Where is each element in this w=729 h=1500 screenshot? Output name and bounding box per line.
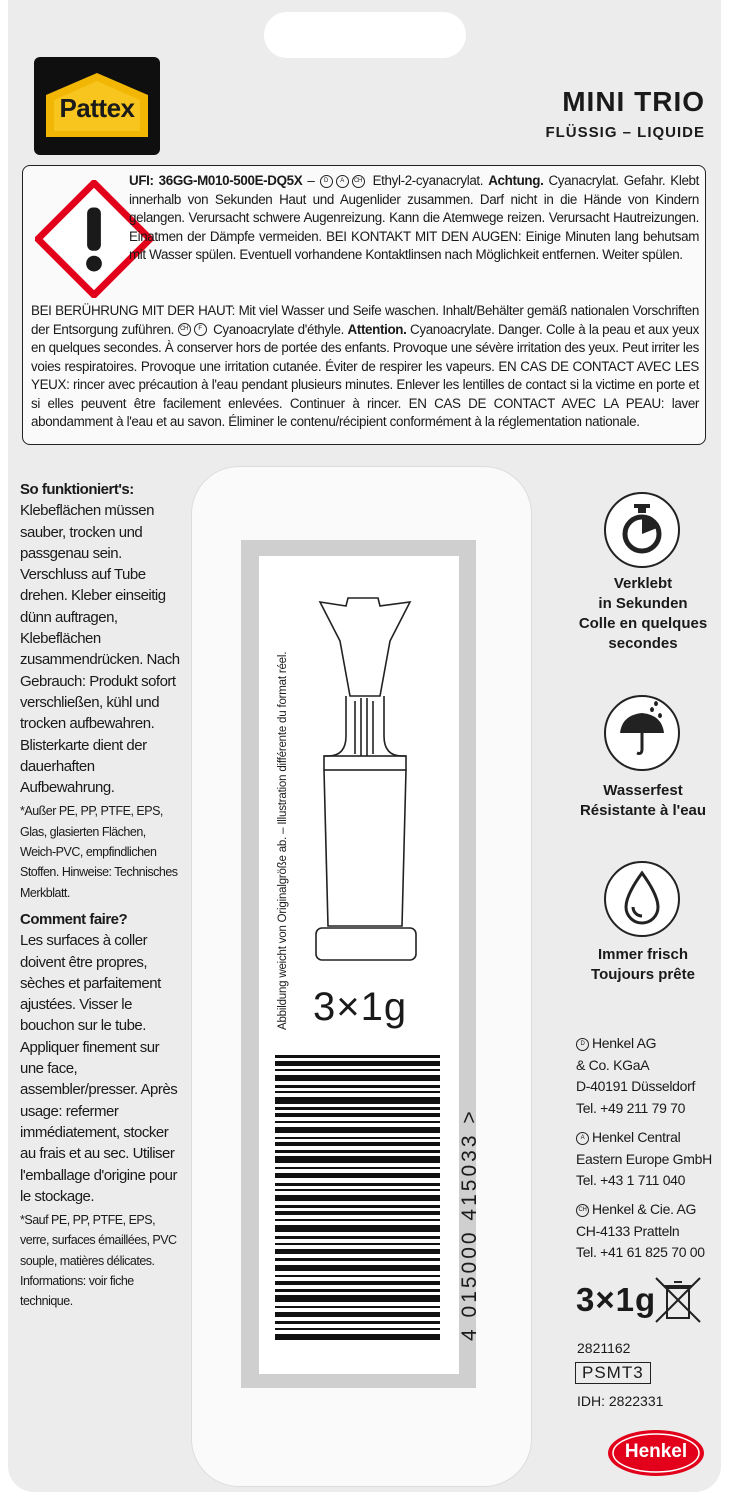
article-number: 2821162	[577, 1340, 631, 1356]
hang-hole	[264, 12, 466, 58]
warning-de-skin-heading: BEI BERÜHRUNG MIT DER HAUT:	[31, 303, 236, 318]
feature-water-line1: Wasserfest	[603, 782, 683, 799]
stopwatch-icon	[602, 490, 682, 570]
glue-tube-illustration	[310, 596, 420, 968]
warning-text-top: UFI: 36GG-M010-500E-DQ5X – D A CH Ethyl-2-cyanacrylat. Achtung. Cyanacrylat. Gefahr. Klebt innerhalb von Sekunden Haut und Augenlider zusammen. Darf nicht in die Hände von Kindern gelangen. Verursacht schwere Augenreizung. Kann die Atemwege reizen. Verursacht Hautreizungen. Einatmen der Dämpfe vermeiden. BEI KONTAKT MIT DEN AUGEN: Einige Minuten lang behutsam mit Wasser spülen. Eventuell vorhandene Kontaktlinsen nach Möglichkeit entfernen. Weiter spülen.	[129, 173, 700, 262]
feature-fresh-line2: Toujours prête	[591, 966, 695, 983]
address-ch-line1: Henkel & Cie. AG	[592, 1201, 697, 1217]
warning-fr-skin: laver abondamment à l'eau et au savon. Éliminer le contenu/récipient conformément à la réglementation nationale.	[31, 395, 700, 429]
logo-text: Pattex	[59, 93, 135, 123]
address-mark-ch: CH	[576, 1204, 589, 1217]
lang-mark-d: D	[320, 175, 333, 188]
instructions-column	[20, 479, 182, 1312]
address-mark-d: D	[576, 1038, 589, 1051]
feature-fresh-label	[560, 945, 726, 985]
instructions-de-heading: So funktioniert's:	[20, 481, 134, 498]
lang-mark-a: A	[336, 175, 349, 188]
product-title: MINI TRIO	[562, 86, 705, 117]
feature-water-label	[560, 781, 726, 821]
address-de-line4: Tel. +49 211 79 70	[576, 1099, 686, 1116]
warning-text-bottom	[31, 302, 699, 432]
hazard-warning-box	[22, 165, 706, 445]
address-a-line1: Henkel Central	[592, 1129, 681, 1145]
warning-fr-eyes-heading: EN CAS DE CONTACT AVEC LES YEUX:	[31, 358, 700, 392]
henkel-logo-text: Henkel	[624, 1441, 688, 1462]
warning-de-1: Ethyl-2-cyanacrylat.	[372, 173, 484, 188]
warning-de-2: Cyanacrylat. Gefahr. Klebt innerhalb von Sekunden Haut und Augenlider zusammen. Darf nicht in die Hände von Kindern gelangen. Verursacht schwere Augenreizung. Kann die Atemwege reizen. Verursacht Hautreizungen. Einatmen der Dämpfe vermeiden.	[129, 173, 700, 244]
feature-fast-line4: secondes	[608, 635, 678, 652]
barcode-number: 4 015000 415033 >	[458, 1108, 481, 1341]
warning-de-eyes-heading: BEI KONTAKT MIT DEN AUGEN:	[326, 228, 522, 244]
address-de	[576, 1033, 695, 1119]
address-de-line3: D-40191 Düsseldorf	[576, 1078, 696, 1094]
feature-fast-line3: Colle en quelques	[578, 615, 708, 632]
feature-water-line2: Résistante à l'eau	[579, 802, 707, 819]
address-ch	[576, 1199, 705, 1264]
instructions-fr-note: *Sauf PE, PP, PTFE, EPS, verre, surfaces émaillées, PVC souple, matières délicates. Informations: voir fiche technique.	[20, 1213, 177, 1309]
crossed-bin-icon	[652, 1274, 704, 1326]
instructions-fr-heading: Comment faire?	[20, 910, 128, 928]
pattex-logo	[34, 57, 160, 155]
product-subtitle: FLÜSSIG – LIQUIDE	[545, 124, 705, 141]
lang-mark-ch: CH	[352, 175, 365, 188]
instructions-fr-body: Les surfaces à coller doivent être propres, sèches et parfaitement ajustées. Visser le bouchon sur le tube. Appliquer finement sur une face, assembler/presser. Après usage: refermer immédiatement, stocker au frais et au sec. Utiliser l'emballage d'origine pour le stockage.	[20, 932, 178, 1205]
feature-fast-label	[560, 574, 726, 654]
warning-fr-1: Cyanoacrylate d'éthyle.	[213, 321, 344, 337]
psmt-code: PSMT3	[575, 1362, 651, 1384]
warning-fr-attention: Attention.	[347, 321, 407, 337]
address-de-line2: & Co. KGaA	[576, 1056, 650, 1073]
footer-quantity: 3×1g	[576, 1281, 657, 1318]
water-drop-icon	[602, 859, 682, 939]
address-mark-a: A	[576, 1132, 589, 1145]
warning-de-skin: Mit viel Wasser und Seife waschen. Inhalt/Behälter gemäß nationalen Vorschriften der Entsorgung zuführen.	[31, 303, 699, 337]
instructions-de-note: *Außer PE, PP, PTFE, EPS, Glas, glasierten Flächen, Weich-PVC, empfindlichen Stoffen. Hinweise: Technisches Merkblatt.	[20, 804, 178, 900]
address-a-line3: Tel. +43 1 711 040	[576, 1172, 686, 1188]
address-a-line2: Eastern Europe GmbH	[576, 1150, 712, 1167]
warning-fr-eyes: rincer avec précaution à l'eau pendant plusieurs minutes. Enlever les lentilles de contact si la victime en porte et si elles peuvent être facilement enlevées. Continuer à rincer.	[31, 377, 699, 411]
instructions-de-body: Klebeflächen müssen sauber, trocken und passgenau sein. Verschluss auf Tube drehen. Kleber einseitig dünn auftragen, Klebeflächen zusammendrücken. Nach Gebrauch: Produkt sofort verschließen, kühl und trocken aufbewahren. Blisterkarte dient der dauerhaften Aufbewahrung.	[20, 502, 180, 797]
feature-fast-line1: Verklebt	[613, 575, 673, 592]
address-a	[576, 1127, 712, 1192]
umbrella-rain-icon	[602, 693, 682, 773]
warning-de-eyes: Einige Minuten lang behutsam mit Wasser spülen. Eventuell vorhandene Kontaktlinsen nach Möglichkeit entfernen. Weiter spülen.	[129, 228, 699, 262]
product-title-block	[545, 86, 705, 141]
warning-fr-skin-heading: EN CAS DE CONTACT AVEC LA PEAU:	[408, 395, 665, 411]
idh-number: IDH: 2822331	[577, 1393, 664, 1409]
barcode-icon	[275, 1055, 440, 1340]
ufi-code: UFI: 36GG-M010-500E-DQ5X	[129, 173, 303, 188]
feature-fresh-line1: Immer frisch	[597, 946, 689, 963]
address-ch-line3: Tel. +41 61 825 70 00	[576, 1244, 705, 1260]
lang-mark-f: F	[194, 323, 207, 336]
warning-fr-2: Cyanoacrylate. Danger. Colle à la peau et aux yeux en quelques secondes. À conserver hors de portée des enfants. Provoque une sévère irritation des yeux. Peut irriter les voies respiratoires. Provoque une irritation cutanée. Éviter de respirer les vapeurs.	[31, 321, 699, 374]
feature-fast-line2: in Sekunden	[598, 595, 688, 612]
address-ch-line2: CH-4133 Pratteln	[576, 1222, 680, 1239]
lang-mark-ch-fr: CH	[178, 323, 191, 336]
address-de-line1: Henkel AG	[592, 1035, 657, 1051]
illustration-note: Abbildung weicht von Originalgröße ab. – Illustration différente du format réel.	[277, 651, 289, 1030]
package-quantity: 3×1g	[313, 985, 408, 1029]
warning-de-achtung: Achtung.	[488, 173, 544, 188]
